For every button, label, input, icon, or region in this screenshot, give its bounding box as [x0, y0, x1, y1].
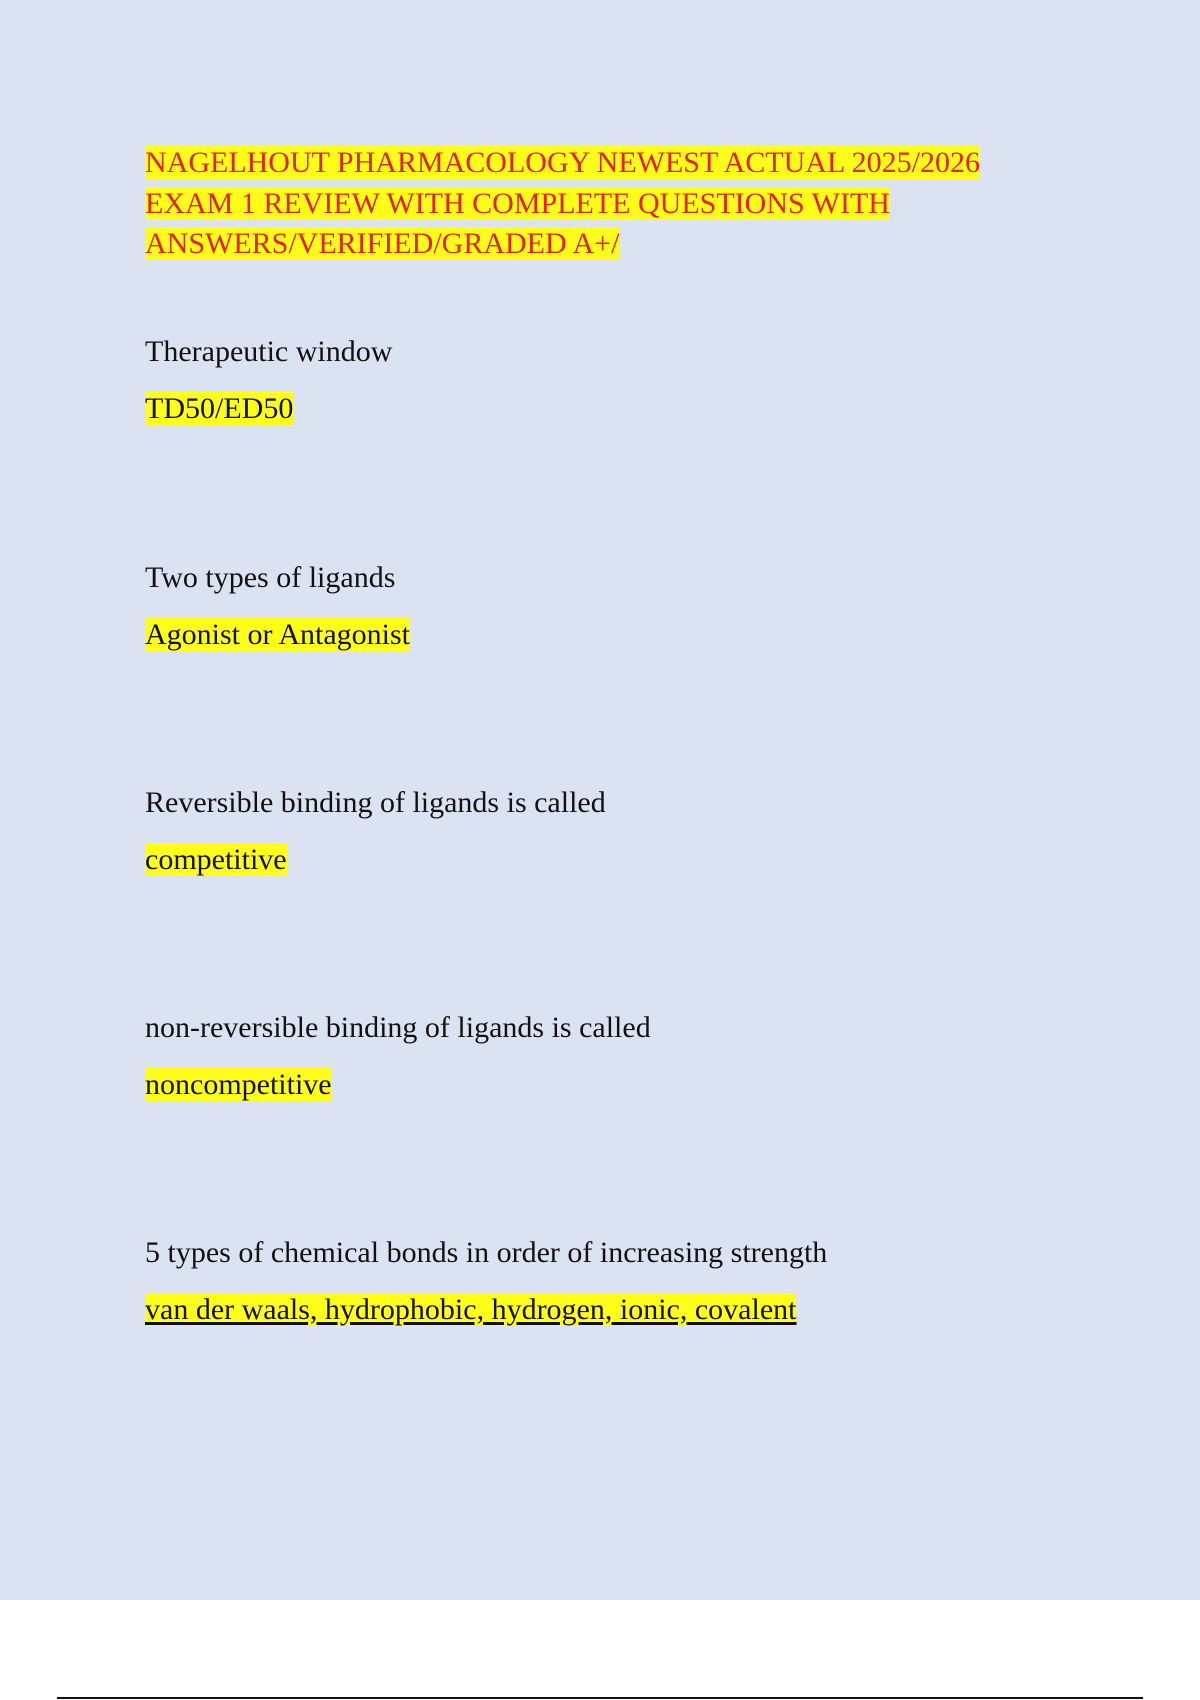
- question-text: Reversible binding of ligands is called: [145, 786, 606, 819]
- answer-highlight: TD50/ED50: [145, 392, 294, 425]
- answer-highlight: van der waals, hydrophobic, hydrogen, ionic, covalent: [145, 1293, 797, 1326]
- answer-text: [145, 1292, 1145, 1328]
- qa-item-ligand-types: [145, 560, 1145, 653]
- document-title-text: NAGELHOUT PHARMACOLOGY NEWEST ACTUAL 2025/2026 EXAM 1 REVIEW WITH COMPLETE QUESTIONS WITH ANSWERS/VERIFIED/GRADED A+/: [145, 146, 980, 260]
- answer-highlight: competitive: [145, 843, 287, 876]
- answer-text: [145, 1067, 1145, 1103]
- answer-highlight: noncompetitive: [145, 1068, 332, 1101]
- qa-item-non-reversible-binding: [145, 1010, 1145, 1103]
- question-text: Therapeutic window: [145, 335, 393, 368]
- answer-text: [145, 391, 1145, 427]
- question-text: Two types of ligands: [145, 561, 396, 594]
- answer-text: [145, 842, 1145, 878]
- qa-item-therapeutic-window: [145, 334, 1145, 427]
- footer-divider: [57, 1697, 1143, 1699]
- document-title: [145, 143, 1065, 265]
- qa-item-reversible-binding: [145, 785, 1145, 878]
- qa-item-chemical-bonds: [145, 1235, 1145, 1328]
- question-text: 5 types of chemical bonds in order of increasing strength: [145, 1236, 828, 1269]
- answer-highlight: Agonist or Antagonist: [145, 618, 411, 651]
- question-text: non-reversible binding of ligands is called: [145, 1011, 651, 1044]
- answer-text: [145, 617, 1145, 653]
